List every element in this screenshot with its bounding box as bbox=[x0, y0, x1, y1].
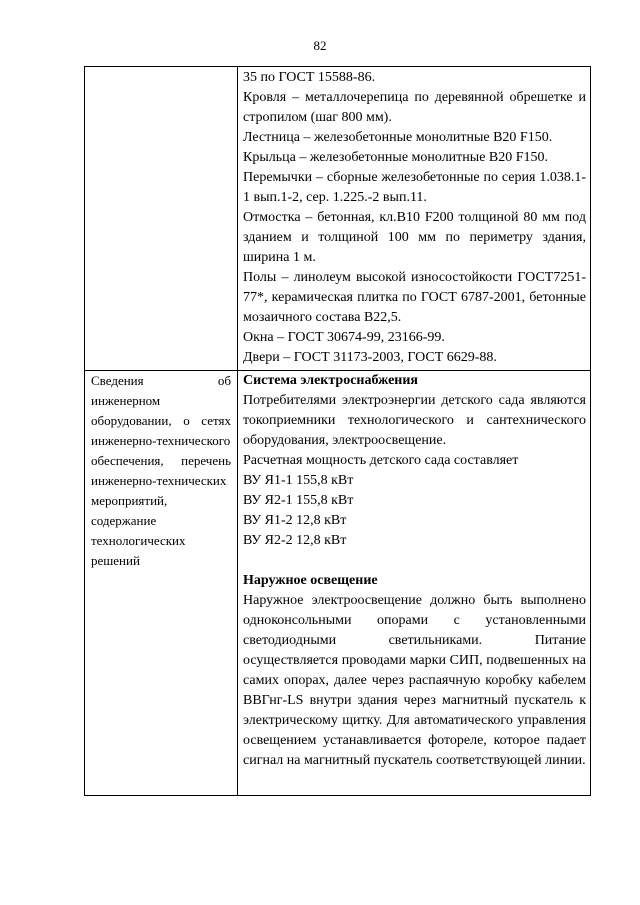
paragraph-roof: Кровля – металлочерепица по деревянной обрешетке и стропилом (шаг 800 мм). bbox=[243, 90, 586, 125]
paragraph-power-consumers: Потребителями электроэнергии детского сада являются токоприемники технологического и сантехнического оборудования, электроосвещение. bbox=[243, 393, 586, 448]
power-item: ВУ Я1-2 12,8 кВт bbox=[243, 513, 347, 528]
engineering-label-text: Сведения об инженерном оборудовании, о сетях инженерно-технического обеспечения, перечень инженерно-технических мероприятий, содержание технологических решений bbox=[91, 373, 231, 568]
table-cell-engineering-details bbox=[238, 371, 591, 796]
page-number: 82 bbox=[313, 38, 327, 53]
paragraph-porches: Крыльца – железобетонные монолитные В20 F150. bbox=[243, 150, 549, 165]
paragraph-gost-15588: 35 по ГОСТ 15588-86. bbox=[243, 70, 376, 85]
paragraph-blind-area: Отмостка – бетонная, кл.В10 F200 толщиной 80 мм под зданием и толщиной 100 мм по периметру здания, ширина 1 м. bbox=[243, 210, 586, 265]
power-item: ВУ Я1-1 155,8 кВт bbox=[243, 473, 354, 488]
paragraph-stairs: Лестница – железобетонные монолитные В20 F150. bbox=[243, 130, 553, 145]
heading-outdoor-lighting: Наружное освещение bbox=[243, 573, 378, 588]
paragraph-outdoor-lighting: Наружное электроосвещение должно быть выполнено одноконсольными опорами с установленными светодиодными светильниками. Питание осуществляется проводами марки СИП, подвешенных на самих опорах, далее через распаячную коробку кабелем ВВГнг-LS внутри здания через магнитный пускатель к электрическому щитку. Для автоматического управления освещением устанавливается фотореле, которое падает сигнал на магнитный пускатель соответствующей линии. bbox=[243, 593, 586, 768]
table-cell-empty-label bbox=[85, 67, 238, 371]
table-cell-engineering-label bbox=[85, 371, 238, 796]
paragraph-doors: Двери – ГОСТ 31173-2003, ГОСТ 6629-88. bbox=[243, 350, 497, 365]
power-item: ВУ Я2-2 12,8 кВт bbox=[243, 533, 347, 548]
table-row-engineering bbox=[85, 371, 591, 796]
table-row-construction bbox=[85, 67, 591, 371]
specification-table bbox=[84, 66, 591, 796]
spacer bbox=[243, 551, 586, 571]
paragraph-floors: Полы – линолеум высокой износостойкости ГОСТ7251-77*, керамическая плитка по ГОСТ 6787-2001, бетонные мозаичного состава В22,5. bbox=[243, 270, 586, 325]
heading-power-supply: Система электроснабжения bbox=[243, 373, 419, 388]
paragraph-lintels: Перемычки – сборные железобетонные по серия 1.038.1-1 вып.1-2, сер. 1.225.-2 вып.11. bbox=[243, 170, 586, 205]
power-item: ВУ Я2-1 155,8 кВт bbox=[243, 493, 354, 508]
table-cell-construction-details bbox=[238, 67, 591, 371]
paragraph-power-intro: Расчетная мощность детского сада составляет bbox=[243, 453, 519, 468]
paragraph-windows: Окна – ГОСТ 30674-99, 23166-99. bbox=[243, 330, 445, 345]
